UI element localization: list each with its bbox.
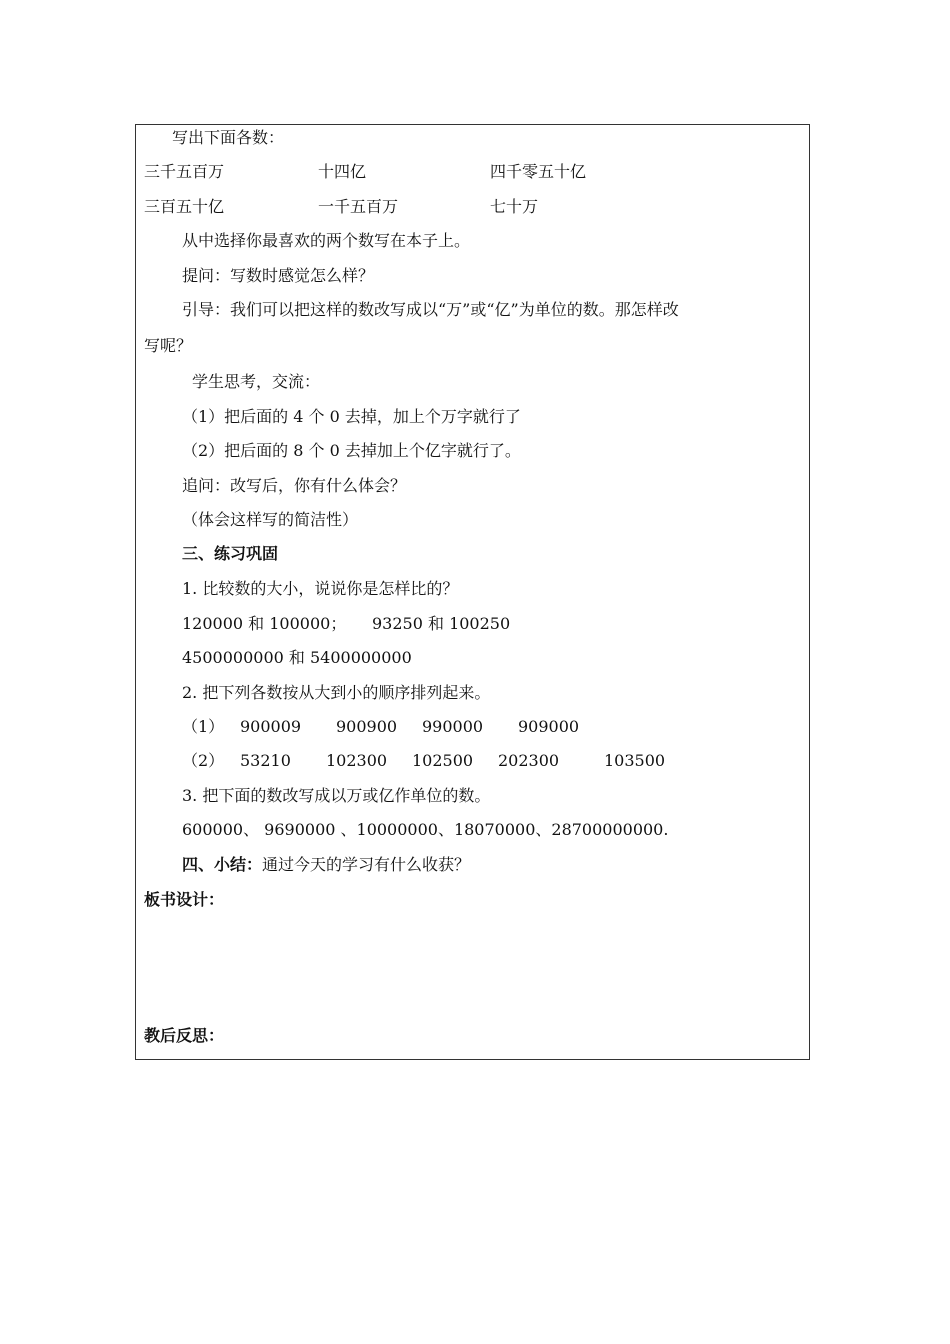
rewrite-numbers: 600000、 9690000 、10000000、18070000、28700000000.	[182, 820, 669, 839]
point-2: （2）把后面的 8 个 0 去掉加上个亿字就行了。	[182, 441, 521, 460]
number-word: 一千五百万	[318, 197, 399, 216]
intro-line: 写出下面各数：	[172, 128, 285, 147]
section-3-heading: 三、练习巩固	[182, 544, 279, 563]
sequence-number: 202300	[498, 751, 560, 770]
compare-pair: 120000 和 100000；	[182, 614, 347, 633]
sequence-number: 103500	[604, 751, 666, 770]
question-3: 3. 把下面的数改写成以万或亿作单位的数。	[182, 786, 491, 805]
sequence-number: 53210	[240, 751, 291, 770]
choose-line: 从中选择你最喜欢的两个数写在本子上。	[182, 231, 471, 250]
compare-pair: 93250 和 100250	[372, 614, 511, 633]
question-1: 1. 比较数的大小，说说你是怎样比的？	[182, 579, 459, 598]
follow-line: 追问：改写后，你有什么体会？	[182, 476, 407, 495]
number-word: 十四亿	[318, 162, 367, 181]
summary-text: 通过今天的学习有什么收获？	[262, 855, 471, 874]
sequence-number: 909000	[518, 717, 580, 736]
summary-heading: 四、小结：	[182, 855, 263, 874]
sequence-label: （2）	[182, 751, 225, 770]
sequence-label: （1）	[182, 717, 225, 736]
compare-pair: 4500000000 和 5400000000	[182, 648, 412, 667]
board-design-label: 板书设计：	[144, 890, 225, 909]
sequence-number: 990000	[422, 717, 484, 736]
number-word: 三千五百万	[144, 162, 225, 181]
reflection-label: 教后反思：	[144, 1026, 225, 1045]
sequence-number: 102300	[326, 751, 388, 770]
point-1: （1）把后面的 4 个 0 去掉，加上个万字就行了	[182, 407, 521, 426]
number-word: 四千零五十亿	[490, 162, 587, 181]
summary-line	[182, 855, 470, 875]
guide-line-1: 引导：我们可以把这样的数改写成以“万”或“亿”为单位的数。那怎样改	[182, 300, 679, 319]
think-line: 学生思考，交流：	[192, 372, 321, 391]
sequence-number: 900900	[336, 717, 398, 736]
ask-line: 提问：写数时感觉怎么样？	[182, 266, 375, 285]
sequence-number: 102500	[412, 751, 474, 770]
question-2: 2. 把下列各数按从大到小的顺序排列起来。	[182, 683, 491, 702]
number-word: 三百五十亿	[144, 197, 225, 216]
number-word: 七十万	[490, 197, 539, 216]
guide-line-2: 写呢？	[144, 336, 193, 355]
concise-line: （体会这样写的简洁性）	[182, 510, 359, 529]
sequence-number: 900009	[240, 717, 302, 736]
